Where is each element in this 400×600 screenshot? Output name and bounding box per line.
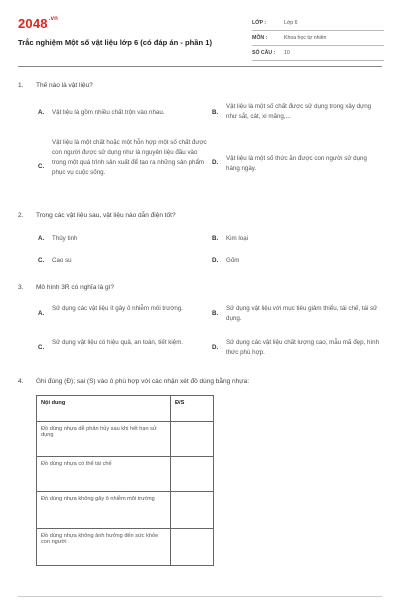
option-letter: C. bbox=[38, 344, 45, 351]
page-title: Trắc nghiệm Một số vật liệu lớp 6 (có đáp án - phần 1) bbox=[18, 38, 213, 47]
table-cell-answer[interactable] bbox=[171, 457, 214, 492]
info-key: MÔN : bbox=[252, 35, 268, 41]
info-key: SỐ CÂU : bbox=[252, 50, 276, 56]
header-divider bbox=[18, 66, 382, 67]
option-text: Vật liệu là một chất hoặc một hỗn hợp một số chất được con người được sử dụng như là nguyên liệu đầu vào trong một quá trình sản xuất để tạo ra những sản phẩm phục vụ cuộc sống. bbox=[52, 139, 207, 176]
question-number: 1. bbox=[18, 82, 24, 89]
info-value: 10 bbox=[284, 50, 290, 56]
table-header-row bbox=[37, 396, 214, 422]
option-text: Sử dụng các vật liệu chất lượng cao, mẫu mã đẹp, hình thức phù hợp. bbox=[226, 339, 380, 356]
footer-divider bbox=[18, 596, 382, 597]
option-text: Gốm bbox=[226, 257, 240, 264]
option-letter: B. bbox=[212, 109, 219, 116]
question-text: Thế nào là vật liệu? bbox=[36, 82, 93, 89]
question-text: Mô hình 3R có nghĩa là gì? bbox=[36, 284, 115, 291]
info-row-class bbox=[252, 16, 384, 31]
table-cell-answer[interactable] bbox=[171, 422, 214, 457]
option-text: Vật liệu là một số thức ăn được con người sử dụng hàng ngày. bbox=[226, 155, 367, 172]
answer-table bbox=[36, 395, 214, 566]
question-number: 3. bbox=[18, 284, 24, 291]
option-text: Cao su bbox=[52, 257, 72, 264]
option-letter: D. bbox=[212, 344, 219, 351]
logo-suffix: .vn bbox=[48, 16, 59, 22]
site-logo[interactable] bbox=[18, 16, 58, 31]
question-2 bbox=[18, 212, 382, 219]
table-cell-answer[interactable] bbox=[171, 529, 214, 566]
table-cell-statement: Đồ dùng nhựa có thể tái chế bbox=[37, 457, 171, 492]
info-box bbox=[252, 16, 384, 61]
option-text: Kim loại bbox=[226, 235, 249, 242]
table-header-content: Nội dung bbox=[37, 396, 171, 422]
question-4 bbox=[18, 378, 382, 385]
table-row bbox=[37, 529, 214, 566]
info-value: Khoa học tự nhiên bbox=[284, 35, 327, 41]
option-letter: C. bbox=[38, 163, 45, 170]
option-text: Vật liệu là gồm nhiều chất trộn vào nhau. bbox=[52, 109, 165, 116]
table-cell-answer[interactable] bbox=[171, 492, 214, 529]
info-row-count bbox=[252, 46, 384, 61]
table-cell-statement: Đồ dùng nhựa dễ phân hủy sau khi hết hạn sử dụng bbox=[37, 422, 171, 457]
option-letter: D. bbox=[212, 159, 219, 166]
question-1 bbox=[18, 82, 382, 89]
option-text: Thủy tinh bbox=[52, 235, 78, 242]
table-header-answer: Đ/S bbox=[171, 396, 214, 422]
question-number: 4. bbox=[18, 378, 24, 385]
question-text: Trong các vật liệu sau, vật liệu nào dẫn điện tốt? bbox=[36, 212, 176, 219]
option-text: Vật liệu là một số chất được sử dụng trong xây dựng như sắt, cát, xi măng,... bbox=[226, 103, 372, 120]
info-key: LỚP : bbox=[252, 20, 267, 26]
logo-main: 2048 bbox=[18, 16, 48, 31]
table-row bbox=[37, 492, 214, 529]
option-letter: B. bbox=[212, 310, 219, 317]
table-cell-statement: Đồ dùng nhựa không gây ô nhiễm môi trường bbox=[37, 492, 171, 529]
option-letter: A. bbox=[38, 310, 45, 317]
option-letter: A. bbox=[38, 235, 45, 242]
question-text: Ghi đúng (Đ); sai (S) vào ô phù hợp với các nhận xét đồ dùng bằng nhựa: bbox=[36, 378, 250, 385]
question-3 bbox=[18, 284, 382, 291]
info-value: Lớp 6 bbox=[284, 20, 298, 26]
option-letter: B. bbox=[212, 235, 219, 242]
question-number: 2. bbox=[18, 212, 24, 219]
table-cell-statement: Đồ dùng nhựa không ảnh hưởng đến sức khỏe con người bbox=[37, 529, 171, 566]
option-letter: A. bbox=[38, 109, 45, 116]
option-letter: D. bbox=[212, 257, 219, 264]
option-text: Sử dụng vật liệu với mục tiêu giảm thiểu, tái chế, tái sử dụng. bbox=[226, 305, 378, 322]
table-row bbox=[37, 422, 214, 457]
option-text: Sử dụng các vật liệu ít gây ô nhiễm môi trường. bbox=[52, 305, 183, 312]
info-row-subject bbox=[252, 31, 384, 46]
option-letter: C. bbox=[38, 257, 45, 264]
table-row bbox=[37, 457, 214, 492]
option-text: Sử dụng vật liệu có hiệu quả, an toàn, tiết kiệm. bbox=[52, 339, 184, 346]
